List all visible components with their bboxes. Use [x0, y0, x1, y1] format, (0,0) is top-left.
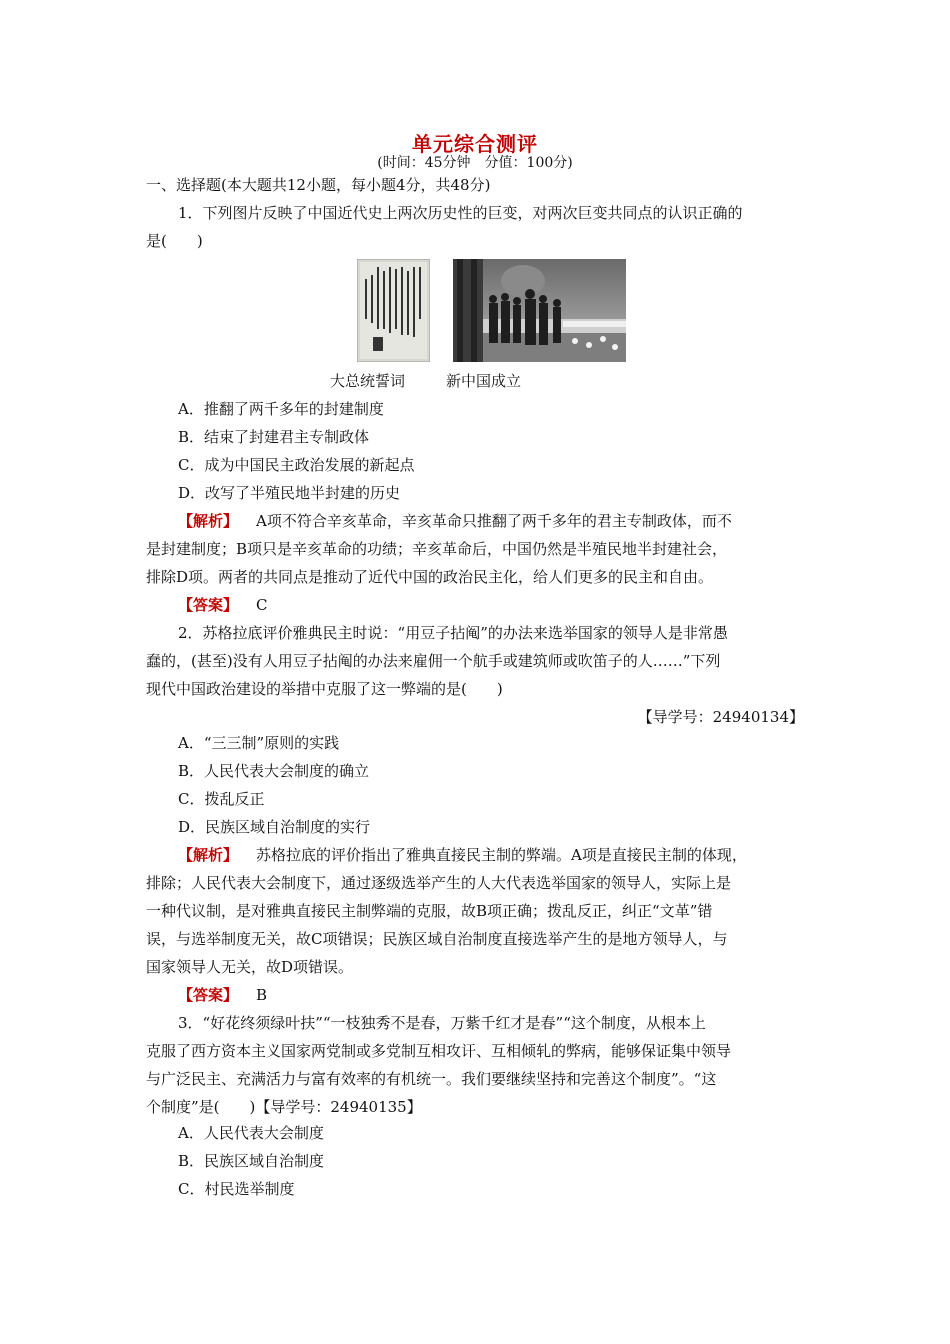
q3-stem-line-3: 与广泛民主、充满活力与富有效率的有机统一。我们要继续坚持和完善这个制度”。“这 [146, 1070, 717, 1088]
page-title: 单元综合测评 [412, 132, 538, 156]
q2-stem-line-2: 蠢的，(甚至)没有人用豆子拈阄的办法来雇佣一个航手或建筑师或吹笛子的人……”下列 [146, 652, 721, 670]
q2-stem-line-3: 现代中国政治建设的举措中克服了这一弊端的是( ) [146, 680, 503, 698]
q1-caption-right: 新中国成立 [446, 372, 522, 390]
q2-analysis-line-5: 国家领导人无关，故D项错误。 [146, 958, 354, 976]
q3-option-c: C．村民选举制度 [178, 1180, 295, 1198]
q1-analysis-line-3: 排除D项。两者的共同点是推动了近代中国的政治民主化，给人们更多的民主和自由。 [146, 568, 714, 586]
q1-analysis-line-1 [178, 507, 838, 535]
q1-option-a: A．推翻了两千多年的封建制度 [178, 400, 384, 418]
q2-answer: B [256, 986, 268, 1004]
founding-ceremony-image [453, 259, 626, 362]
q2-answer-line [178, 981, 838, 1009]
q2-option-a: A．“三三制”原则的实践 [178, 734, 340, 752]
q2-analysis-line-1 [178, 841, 838, 869]
q3-option-a: A．人民代表大会制度 [178, 1124, 324, 1142]
analysis-tag: 【解析】 [178, 846, 239, 864]
page-subtitle: (时间：45分钟 分值：100分) [377, 155, 573, 171]
q2-analysis-line-4: 误，与选举制度无关，故C项错误；民族区域自治制度直接选举产生的是地方领导人，与 [146, 930, 728, 948]
section-heading: 一、选择题(本大题共12小题，每小题4分，共48分) [146, 176, 491, 194]
q1-analysis-text: A项不符合辛亥革命，辛亥革命只推翻了两千多年的君主专制政体，而不 [256, 512, 732, 530]
q1-analysis-line-2: 是封建制度；B项只是辛亥革命的功绩；辛亥革命后，中国仍然是半殖民地半封建社会， [146, 540, 728, 558]
q1-answer: C [256, 596, 268, 614]
q3-option-b: B．民族区域自治制度 [178, 1152, 325, 1170]
answer-tag: 【答案】 [178, 986, 239, 1004]
q2-option-b: B．人民代表大会制度的确立 [178, 762, 370, 780]
q3-stem-line-1: 3．“好花终须绿叶扶”“一枝独秀不是春，万紫千红才是春”“这个制度，从根本上 [178, 1014, 706, 1032]
q1-option-d: D．改写了半殖民地半封建的历史 [178, 484, 401, 502]
q2-stem-line-1: 2．苏格拉底评价雅典民主时说：“用豆子拈阄”的办法来选举国家的领导人是非常愚 [178, 624, 728, 642]
oath-document-image [357, 259, 430, 362]
q1-option-b: B．结束了封建君主专制政体 [178, 428, 370, 446]
q1-stem-line-2: 是( ) [146, 232, 203, 250]
q1-option-c: C．成为中国民主政治发展的新起点 [178, 456, 415, 474]
q3-stem-line-2: 克服了西方资本主义国家两党制或多党制互相攻讦、互相倾轧的弊病，能够保证集中领导 [146, 1042, 732, 1060]
q2-option-d: D．民族区域自治制度的实行 [178, 818, 371, 836]
analysis-tag: 【解析】 [178, 512, 239, 530]
q1-answer-line [178, 591, 838, 619]
q1-stem-line-1: 1．下列图片反映了中国近代史上两次历史性的巨变，对两次巨变共同点的认识正确的 [178, 204, 743, 222]
q1-caption-left: 大总统誓词 [330, 372, 406, 390]
q2-option-c: C．拨乱反正 [178, 790, 265, 808]
q2-analysis-line-2: 排除；人民代表大会制度下，通过逐级选举产生的人大代表选举国家的领导人，实际上是 [146, 874, 732, 892]
q2-guide-number: 【导学号：24940134】 [637, 708, 804, 726]
answer-tag: 【答案】 [178, 596, 239, 614]
q2-analysis-line-3: 一种代议制，是对雅典直接民主制弊端的克服，故B项正确；拨乱反正，纠正“文革”错 [146, 902, 713, 920]
q3-stem-line-4: 个制度”是( )【导学号：24940135】 [146, 1098, 422, 1116]
q2-analysis-text: 苏格拉底的评价指出了雅典直接民主制的弊端。A项是直接民主制的体现， [256, 846, 747, 864]
